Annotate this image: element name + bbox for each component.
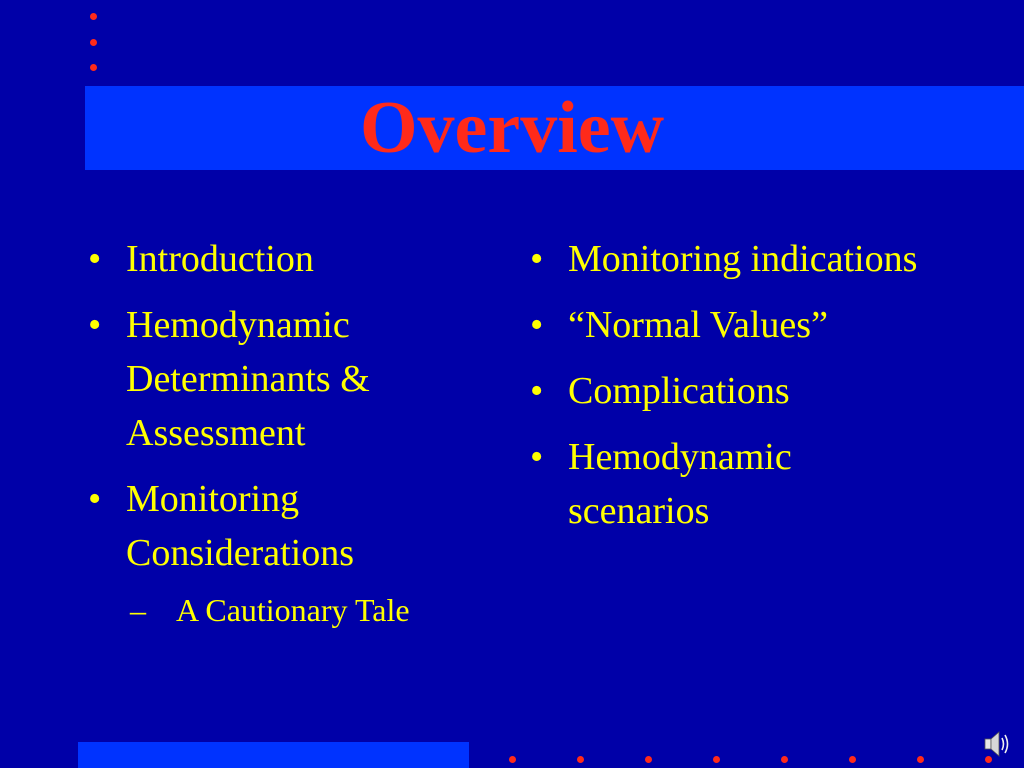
footer-band — [78, 742, 469, 768]
speaker-icon[interactable] — [982, 726, 1010, 762]
decorative-dot — [849, 756, 856, 763]
decorative-dot — [781, 756, 788, 763]
left-bullet-list — [88, 232, 488, 630]
bullet-icon: • — [530, 304, 544, 346]
slide-title: Overview — [359, 87, 665, 169]
list-item-text: Hemodynamic scenarios — [568, 436, 792, 532]
sub-list-item — [130, 590, 488, 630]
decorative-dot — [917, 756, 924, 763]
list-item — [530, 430, 930, 538]
list-item — [530, 364, 930, 418]
list-item-text: Complications — [568, 370, 790, 412]
list-item-text: “Normal Values” — [568, 304, 828, 346]
bullet-icon: • — [88, 238, 102, 280]
list-item — [88, 472, 488, 580]
list-item — [88, 232, 488, 286]
decorative-dot — [713, 756, 720, 763]
sub-list-item-text: A Cautionary Tale — [176, 592, 410, 628]
decorative-dot — [509, 756, 516, 763]
decorative-dot — [90, 39, 97, 46]
bullet-icon: • — [88, 304, 102, 346]
decorative-dot — [90, 13, 97, 20]
list-item — [530, 232, 930, 286]
decorative-dot — [90, 64, 97, 71]
bullet-icon: • — [530, 370, 544, 412]
bullet-icon: • — [88, 478, 102, 520]
list-item — [88, 298, 488, 460]
bullet-icon: • — [530, 238, 544, 280]
list-item-text: Monitoring Considerations — [126, 478, 354, 574]
bullet-icon: • — [530, 436, 544, 478]
dash-icon: – — [130, 592, 146, 628]
decorative-dot — [645, 756, 652, 763]
decorative-dot — [577, 756, 584, 763]
list-item-text: Introduction — [126, 238, 314, 280]
right-bullet-list — [530, 232, 930, 550]
list-item-text: Hemodynamic Determinants & Assessment — [126, 304, 370, 454]
list-item-text: Monitoring indications — [568, 238, 918, 280]
list-item — [530, 298, 930, 352]
title-band — [85, 86, 1024, 170]
